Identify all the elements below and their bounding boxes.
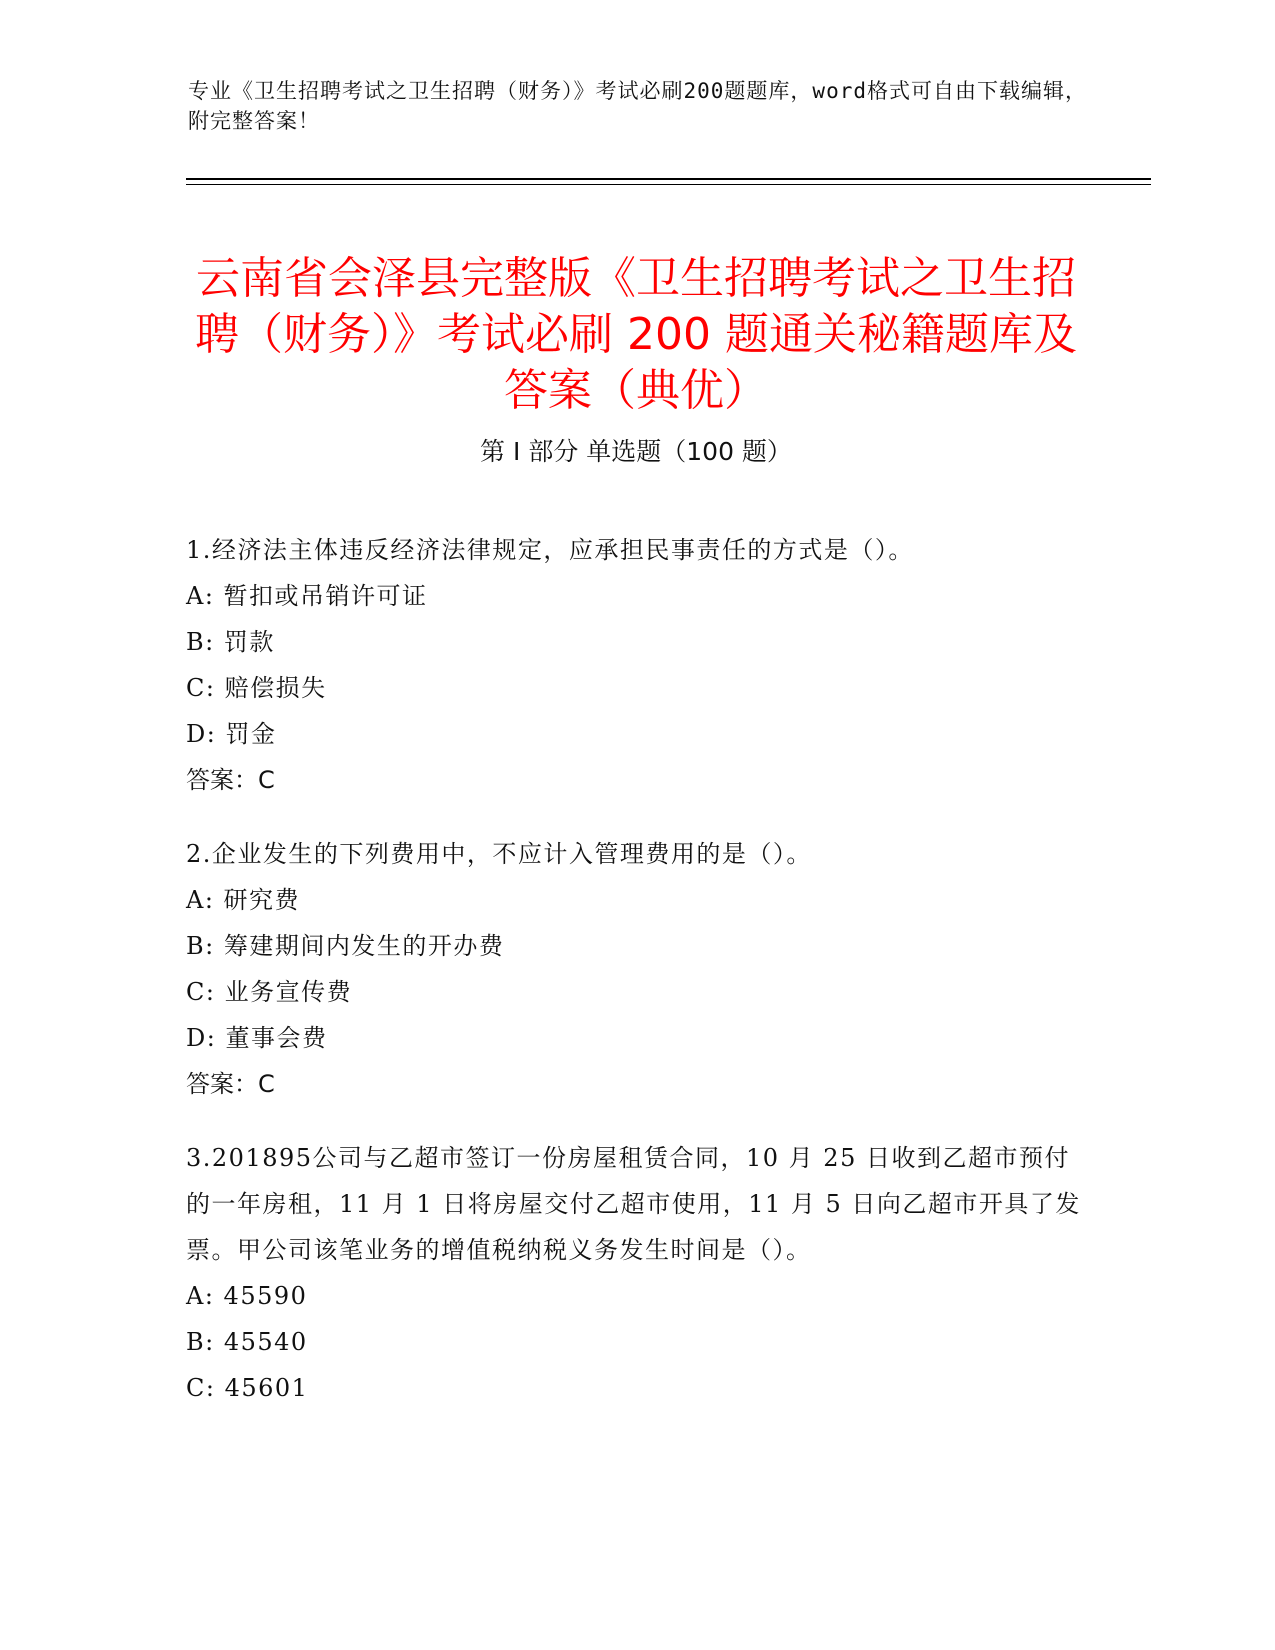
option-c: C: 45601 xyxy=(186,1374,309,1402)
question-2 xyxy=(186,831,1086,1107)
question-list xyxy=(186,527,1086,1439)
header-divider-thin xyxy=(186,184,1151,185)
question-3 xyxy=(186,1135,1086,1411)
option-b: B: 筹建期间内发生的开办费 xyxy=(186,932,505,960)
question-stem: 1.经济法主体违反经济法律规定，应承担民事责任的方式是（）。 xyxy=(186,536,914,564)
option-d: D: 罚金 xyxy=(186,720,277,748)
question-stem: 2.企业发生的下列费用中，不应计入管理费用的是（）。 xyxy=(186,840,812,868)
question-stem: 3.201895公司与乙超市签订一份房屋租赁合同，10 月 25 日收到乙超市预付的一年房租，11 月 1 日将房屋交付乙超市使用，11 月 5 日向乙超市开具了发票。甲公司该笔业务的增值税纳税义务发生时间是（）。 xyxy=(186,1144,1081,1264)
option-a: A: 研究费 xyxy=(186,886,301,914)
answer: 答案：C xyxy=(186,766,275,794)
option-a: A: 暂扣或吊销许可证 xyxy=(186,582,428,610)
option-b: B: 45540 xyxy=(186,1328,308,1356)
option-a: A: 45590 xyxy=(186,1282,308,1310)
answer: 答案：C xyxy=(186,1070,275,1098)
document-title: 云南省会泽县完整版《卫生招聘考试之卫生招聘（财务）》考试必刷 200 题通关秘籍题库及答案（典优） xyxy=(195,253,1077,417)
question-1 xyxy=(186,527,1086,803)
section-title: 第 I 部分 单选题（100 题） xyxy=(480,437,792,466)
header-divider-thick xyxy=(186,178,1151,180)
option-b: B: 罚款 xyxy=(186,628,275,656)
option-c: C: 赔偿损失 xyxy=(186,674,327,702)
option-c: C: 业务宣传费 xyxy=(186,978,353,1006)
option-d: D: 董事会费 xyxy=(186,1024,328,1052)
header-note: 专业《卫生招聘考试之卫生招聘（财务）》考试必刷200题题库，word格式可自由下载编辑，附完整答案！ xyxy=(188,79,1087,133)
